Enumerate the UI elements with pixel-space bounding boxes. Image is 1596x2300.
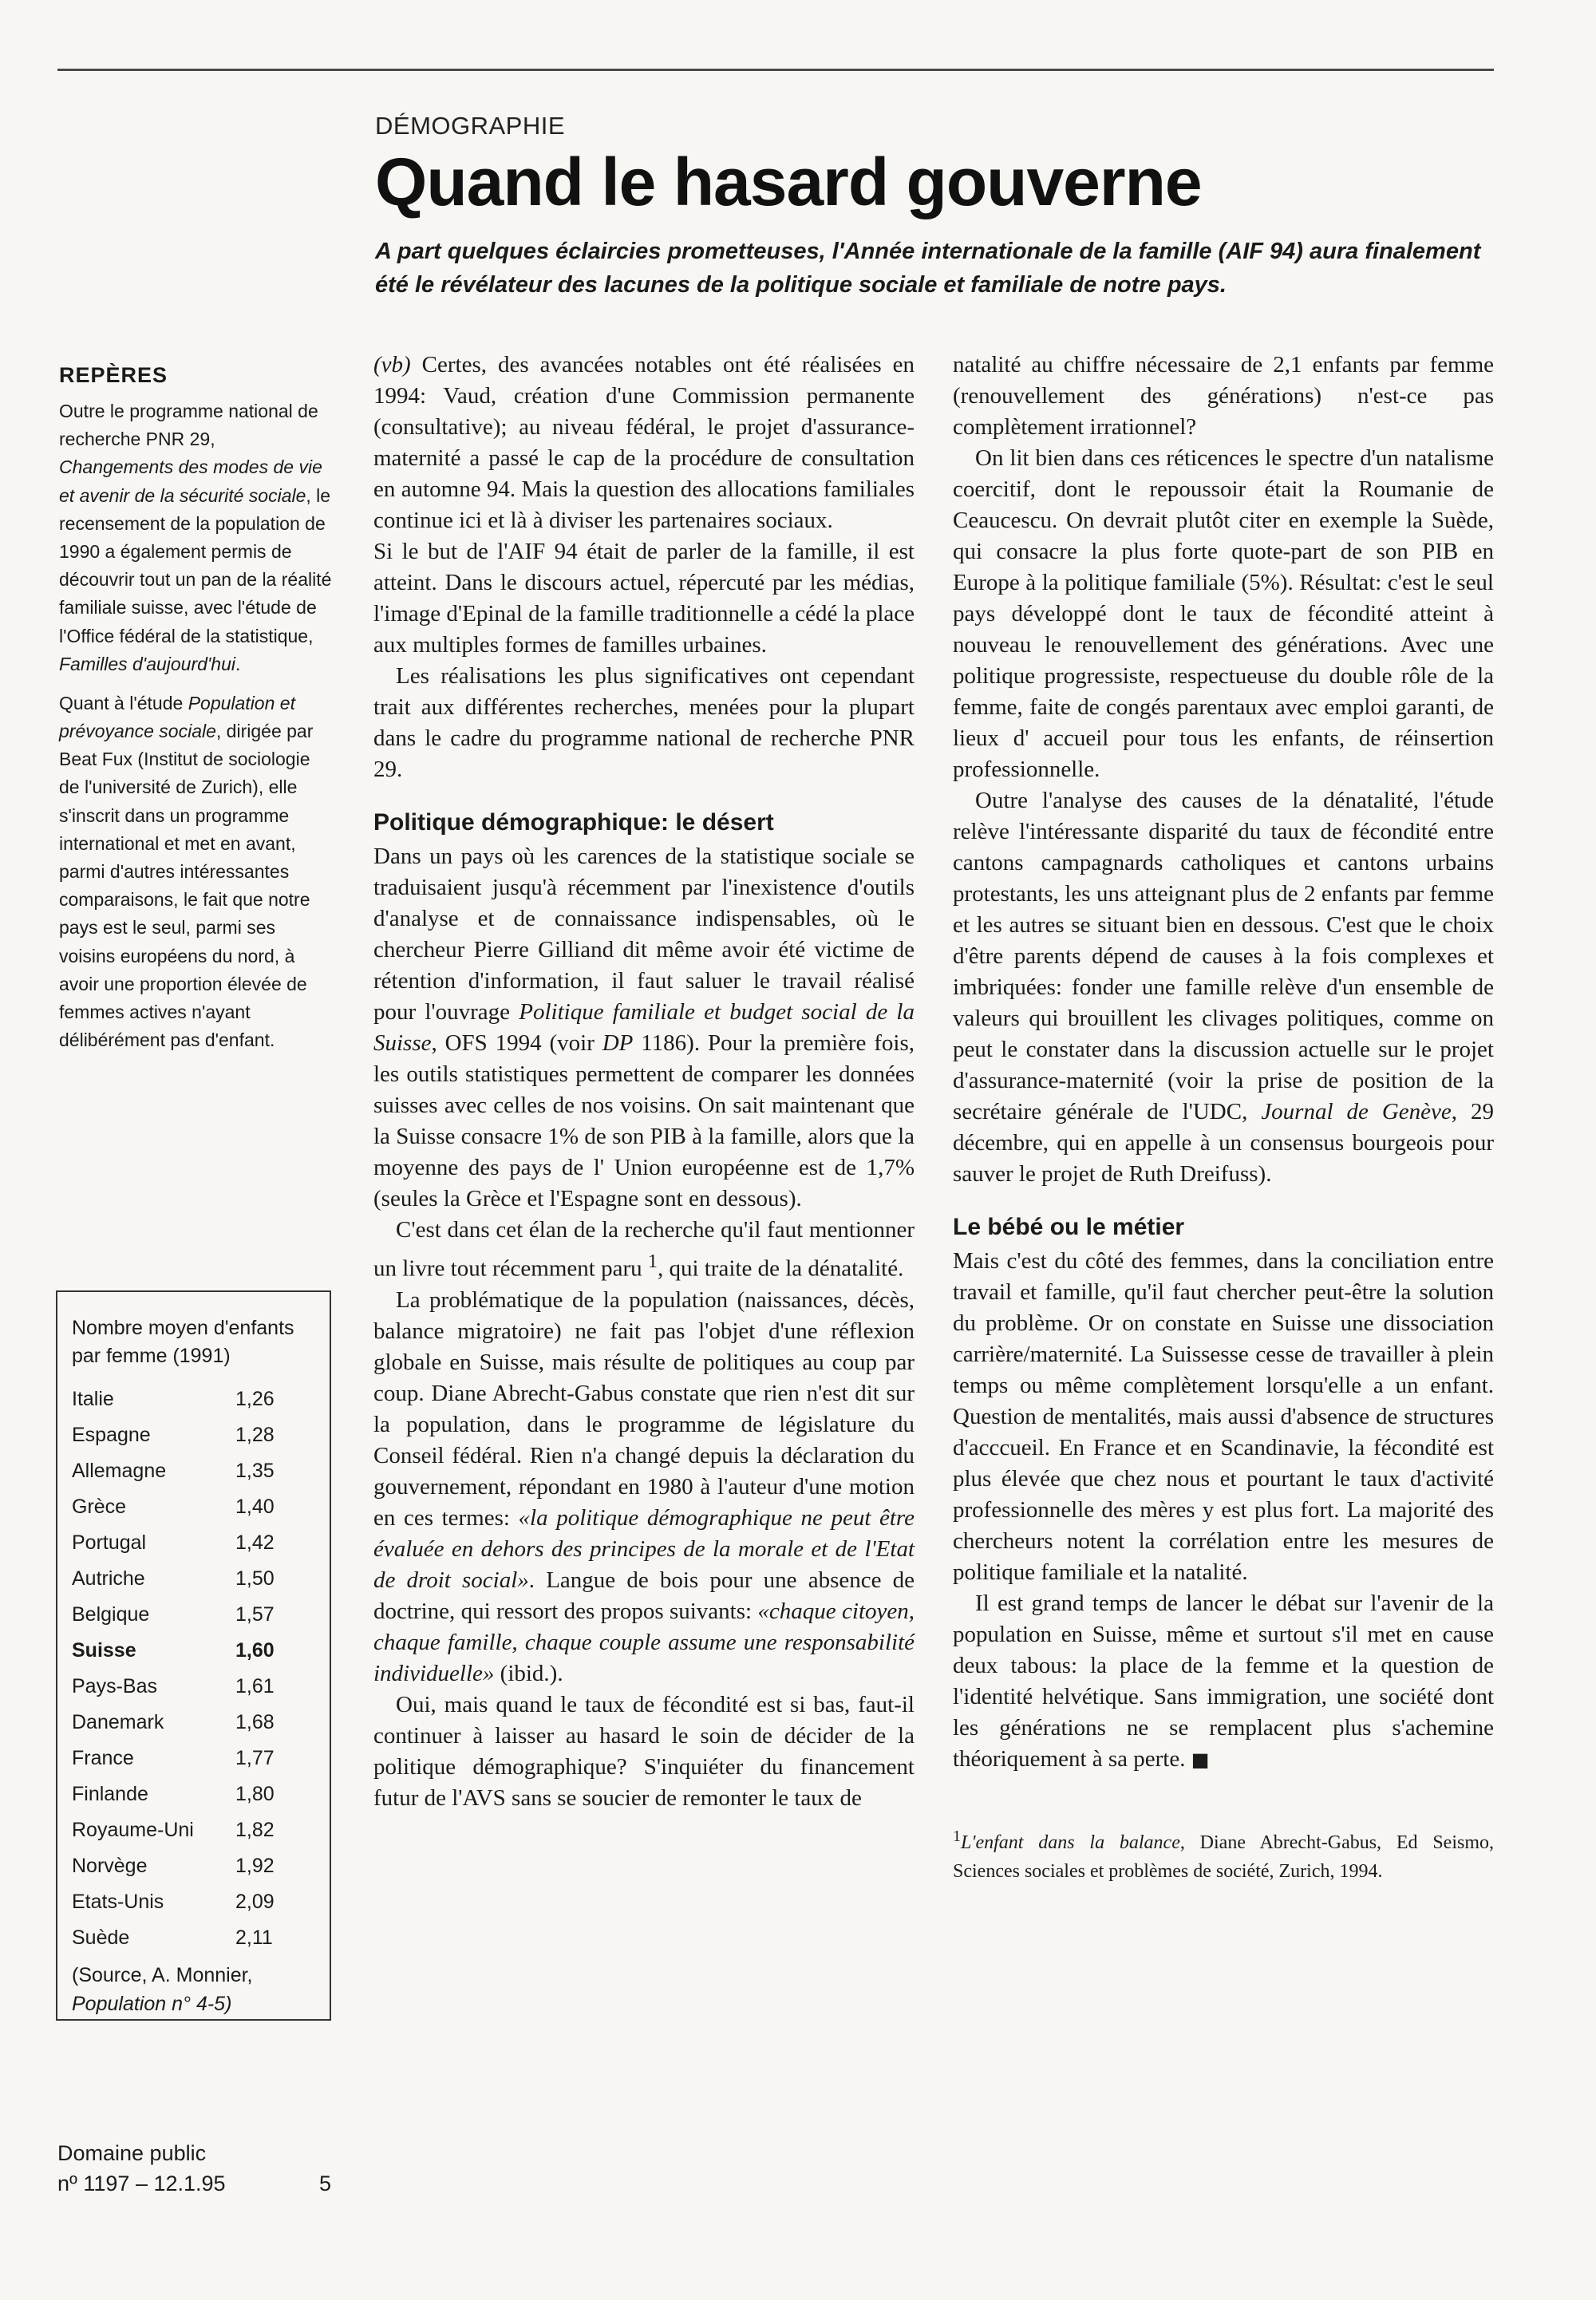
stats-row <box>72 1884 318 1920</box>
stats-value: 1,80 <box>235 1783 275 1805</box>
top-rule <box>57 69 1494 71</box>
stats-row <box>72 1525 318 1561</box>
stats-row <box>72 1920 318 1956</box>
sidebar-paragraph <box>59 397 334 678</box>
stats-country: Allemagne <box>72 1460 167 1482</box>
stats-value: 1,92 <box>235 1855 275 1877</box>
body-text: La problématique de la population (naissances, décès, balance migratoire) ne fait pas l'objet d'une réflexion globale en Suisse, mais résulte de politiques au coup par coup. Diane Abrecht-Gabus constate que rien n'est dit sur la population, dans le programme de législature du Conseil fédéral. Rien n'a changé depuis la déclaration du gouvernement, répondant en 1980 à l'auteur d'une motion en ces termes: <box>373 1286 915 1531</box>
footnote-number: 1 <box>953 1828 961 1845</box>
stats-value: 1,35 <box>235 1460 275 1482</box>
body-text: . Langue de bois pour une absence de doctrine, qui ressort des propos suivants: <box>373 1567 915 1624</box>
stats-source <box>72 1961 318 2019</box>
stats-value: 1,42 <box>235 1531 275 1554</box>
stats-country: Suède <box>72 1927 130 1949</box>
stats-country: Danemark <box>72 1711 164 1733</box>
stats-row <box>72 1453 318 1489</box>
stats-rows <box>72 1381 318 1956</box>
stats-country: Grèce <box>72 1496 127 1518</box>
sidebar-text: Outre le programme national de recherche PNR 29, <box>59 401 318 450</box>
stats-country: Autriche <box>72 1567 145 1590</box>
sidebar-text: , le recensement de la population de 1990 a également permis de découvrir tout un pan de la réalité familiale suisse, avec l'étude de l'Office fédéral de la statistique, <box>59 484 332 646</box>
source-text: (Source, A. Monnier, <box>72 1964 253 1986</box>
sidebar-paragraph <box>59 690 334 1054</box>
sidebar-text: , dirigée par Beat Fux (Institut de sociologie de l'université de Zurich), elle s'inscrit dans un programme international et met en avant, parmi d'autres intéressantes comparaisons, le fait que notre pays est le seul, parmi ses voisins européens du nord, à avoir une proportion élevée de femmes actives n'ayant délibérément pas d'enfant. <box>59 721 314 1051</box>
body-paragraph: Les réalisations les plus significatives ont cependant trait aux différentes recherches, menées pour la plupart dans le cadre du programme national de recherche PNR 29. <box>373 663 915 782</box>
body-paragraph: Mais c'est du côté des femmes, dans la conciliation entre travail et famille, qu'il faut chercher peut-être la solution du problème. Or on constate en Suisse une dissociation carrière/maternité. La Suissesse cesse de travailler à plein temps ou même complètement lorsqu'elle a un enfant. Question de mentalités, mais aussi d'absence de structures d'acccueil. En France et en Scandinavie, la fécondité est plus élevée que chez nous et pourtant le taux d'activité professionnelle des mères y est plus fort. La majorité des chercheurs notent la corrélation entre les mesures de politique familiale et la natalité. <box>953 1248 1494 1585</box>
stats-row <box>72 1489 318 1525</box>
fertility-stats-table <box>56 1290 331 2021</box>
page-footer <box>57 2139 337 2199</box>
article-column-2 <box>953 350 1494 1886</box>
headline: Quand le hasard gouverne <box>375 144 1202 219</box>
body-paragraph: On lit bien dans ces réticences le spectre d'un natalisme coercitif, dont le repoussoir était la Roumanie de Ceaucescu. On devrait plutôt citer en exemple la Suède, qui consacre la plus forte quote-part de son PIB en Europe à la politique familiale (5%). Résultat: c'est le seul pays développé dont le taux de fécondité atteint à nouveau le renouvellement des générations. Avec une politique progressiste, respectueuse du double rôle de la femme, faite de congés parentaux avec emploi garanti, de lieux d' accueil pour tous les enfants, de réinsertion professionnelle. <box>953 445 1494 782</box>
body-paragraph <box>373 1285 915 1689</box>
stats-value: 1,77 <box>235 1747 275 1769</box>
sidebar-italic: Changements des modes de vie et avenir de la sécurité sociale <box>59 456 322 506</box>
subheading: Politique démographique: le désert <box>373 809 774 836</box>
body-paragraph: Oui, mais quand le taux de fécondité est si bas, faut-il continuer à laisser au hasard le soin de décider de la politique démographique? S'inquiéter du financement futur de l'AVS sans se soucier de remonter le taux de <box>373 1691 915 1811</box>
rubric: DÉMOGRAPHIE <box>375 112 566 140</box>
stats-country: Finlande <box>72 1783 148 1805</box>
publication-ref: DP <box>602 1030 634 1056</box>
body-paragraph: Si le but de l'AIF 94 était de parler de la famille, il est atteint. Dans le discours actuel, répercuté par les médias, l'image d'Epinal de la famille traditionnelle a cédé la place aux multiples formes de familles urbaines. <box>373 539 915 658</box>
newspaper-title: Journal de Genève <box>1261 1099 1452 1124</box>
stats-value: 1,40 <box>235 1496 275 1518</box>
stats-value: 2,09 <box>235 1891 275 1913</box>
issue-number: nº 1197 – 12.1.95 <box>57 2171 226 2195</box>
stats-row <box>72 1417 318 1453</box>
sidebar-italic: Familles d'aujourd'hui <box>59 653 236 674</box>
stats-country: Norvège <box>72 1855 148 1877</box>
body-paragraph <box>953 785 1494 1190</box>
body-paragraph <box>373 841 915 1215</box>
author-initials: (vb) <box>373 352 411 377</box>
sidebar-italic: Population et prévoyance sociale <box>59 692 295 742</box>
stats-country: Belgique <box>72 1603 150 1626</box>
stats-caption: Nombre moyen d'enfants par femme (1991) <box>72 1317 294 1367</box>
body-text: , OFS 1994 (voir <box>431 1030 602 1056</box>
stats-country: Suisse <box>72 1639 136 1662</box>
stats-country: Pays-Bas <box>72 1675 157 1697</box>
reperes-sidebar <box>59 363 334 1065</box>
stats-value: 1,57 <box>235 1603 275 1626</box>
body-text: Il est grand temps de lancer le débat sur l'avenir de la population en Suisse, même et surtout s'il met en cause deux tabous: la place de la femme et la question de l'identité helvétique. Sans immigration, une société dont les générations ne se remplacent plus s'achemine théoriquement à sa perte. <box>953 1591 1494 1772</box>
footnote-ref: 1 <box>647 1251 658 1272</box>
body-paragraph <box>373 350 915 536</box>
footnote <box>953 1822 1494 1886</box>
stats-row <box>72 1741 318 1776</box>
end-mark-icon: ■ <box>1191 1749 1210 1771</box>
stats-country: Portugal <box>72 1531 147 1554</box>
stats-row <box>72 1776 318 1812</box>
stats-value: 1,68 <box>235 1711 275 1733</box>
stats-country: France <box>72 1747 134 1769</box>
body-text: , qui traite de la dénatalité. <box>657 1255 904 1282</box>
stats-country: Etats-Unis <box>72 1891 164 1913</box>
quotation: «chaque citoyen, chaque famille, chaque couple assume une responsabilité individuelle» <box>373 1598 915 1686</box>
stats-value: 1,61 <box>235 1675 275 1697</box>
body-paragraph: natalité au chiffre nécessaire de 2,1 enfants par femme (renouvellement des générations) n'est-ce pas complètement irrationnel? <box>953 352 1494 440</box>
body-paragraph <box>953 1588 1494 1776</box>
body-text: C'est dans cet élan de la recherche qu'il faut mentionner un livre tout récemment paru <box>373 1217 915 1282</box>
stats-row <box>72 1812 318 1848</box>
quotation: «la politique démographique ne peut être évaluée en dehors des principes de la morale et de l'Etat de droit social» <box>373 1504 915 1593</box>
stats-value: 2,11 <box>235 1927 273 1949</box>
page-number: 5 <box>319 2172 332 2195</box>
stats-row <box>72 1669 318 1705</box>
stats-row <box>72 1848 318 1884</box>
footnote-title: L'enfant dans la balance <box>961 1832 1180 1853</box>
body-text: Certes, des avancées notables ont été réalisées en 1994: Vaud, création d'une Commission permanente (consultative); au niveau fédéral, le projet d'assurance-maternité a passé le cap de la procédure de consultation en automne 94. Mais la question des allocations familiales continue ici et là à diviser les partenaires sociaux. <box>373 352 915 533</box>
body-paragraph <box>373 1215 915 1285</box>
stats-value: 1,28 <box>235 1424 275 1446</box>
body-text: Dans un pays où les carences de la statistique sociale se traduisaient jusqu'à récemment par l'inexistence d'outils d'analyse et de connaissance indispensables, où le chercheur Pierre Gilliand dit même avoir été victime de rétention d'information, il faut saluer le travail réalisé pour l'ouvrage <box>373 844 915 1025</box>
source-italic: Population n° 4-5) <box>72 1993 232 2016</box>
stats-country: Italie <box>72 1388 114 1410</box>
sidebar-text: . <box>235 653 241 674</box>
subheading: Le bébé ou le métier <box>953 1214 1185 1240</box>
body-text: 1186). Pour la première fois, les outils statistiques permettent de comparer les données suisses avec celles de nos voisins. On sait maintenant que la Suisse consacre 1% de son PIB à la famille, alors que la moyenne des pays de l' Union européenne est de 1,7% (seules la Grèce et l'Espagne sont en dessous). <box>373 1030 915 1211</box>
body-text: (ibid.). <box>494 1660 563 1686</box>
stats-value: 1,60 <box>235 1639 275 1662</box>
lead-paragraph: A part quelques éclaircies prometteuses, l'Année internationale de la famille (AIF 94) aura finalement été le révélateur des lacunes de la politique sociale et familiale de notre pays. <box>375 239 1481 298</box>
stats-value: 1,82 <box>235 1819 275 1841</box>
stats-row <box>72 1381 318 1417</box>
article-column-1 <box>373 350 915 1814</box>
stats-row <box>72 1561 318 1597</box>
stats-row <box>72 1633 318 1669</box>
book-title: Politique familiale et budget social de la Suisse <box>373 999 915 1056</box>
body-text: Outre l'analyse des causes de la dénatalité, l'étude relève l'intéressante disparité du taux de fécondité entre cantons campagnards catholiques et cantons urbains protestants, les uns atteignant plus de 2 enfants par femme et les autres se situant bien en dessous. C'est que le choix d'être parents dépend de causes à la fois complexes et imbriquées: fonder une famille relève d'un ensemble de valeurs qui brouillent les clivages politiques, comme on peut le constater dans la discussion actuelle sur le projet d'assurance-maternité (voir la prise de position de la secrétaire générale de l'UDC, <box>953 788 1494 1124</box>
sidebar-title: REPÈRES <box>59 363 168 387</box>
footnote-text: , Diane Abrecht-Gabus, Ed Seismo, Sciences sociales et problèmes de société, Zurich, 1994. <box>953 1832 1494 1882</box>
stats-row <box>72 1705 318 1741</box>
publication-name: Domaine public <box>57 2141 207 2165</box>
stats-country: Espagne <box>72 1424 151 1446</box>
stats-country: Royaume-Uni <box>72 1819 194 1841</box>
body-text: , 29 décembre, qui en appelle à un consensus bourgeois pour sauver le projet de Ruth Dreifuss). <box>953 1099 1495 1187</box>
sidebar-text: Quant à l'étude <box>59 692 188 713</box>
stats-row <box>72 1597 318 1633</box>
stats-value: 1,50 <box>235 1567 275 1590</box>
article-header <box>375 112 1500 302</box>
stats-value: 1,26 <box>235 1388 275 1410</box>
